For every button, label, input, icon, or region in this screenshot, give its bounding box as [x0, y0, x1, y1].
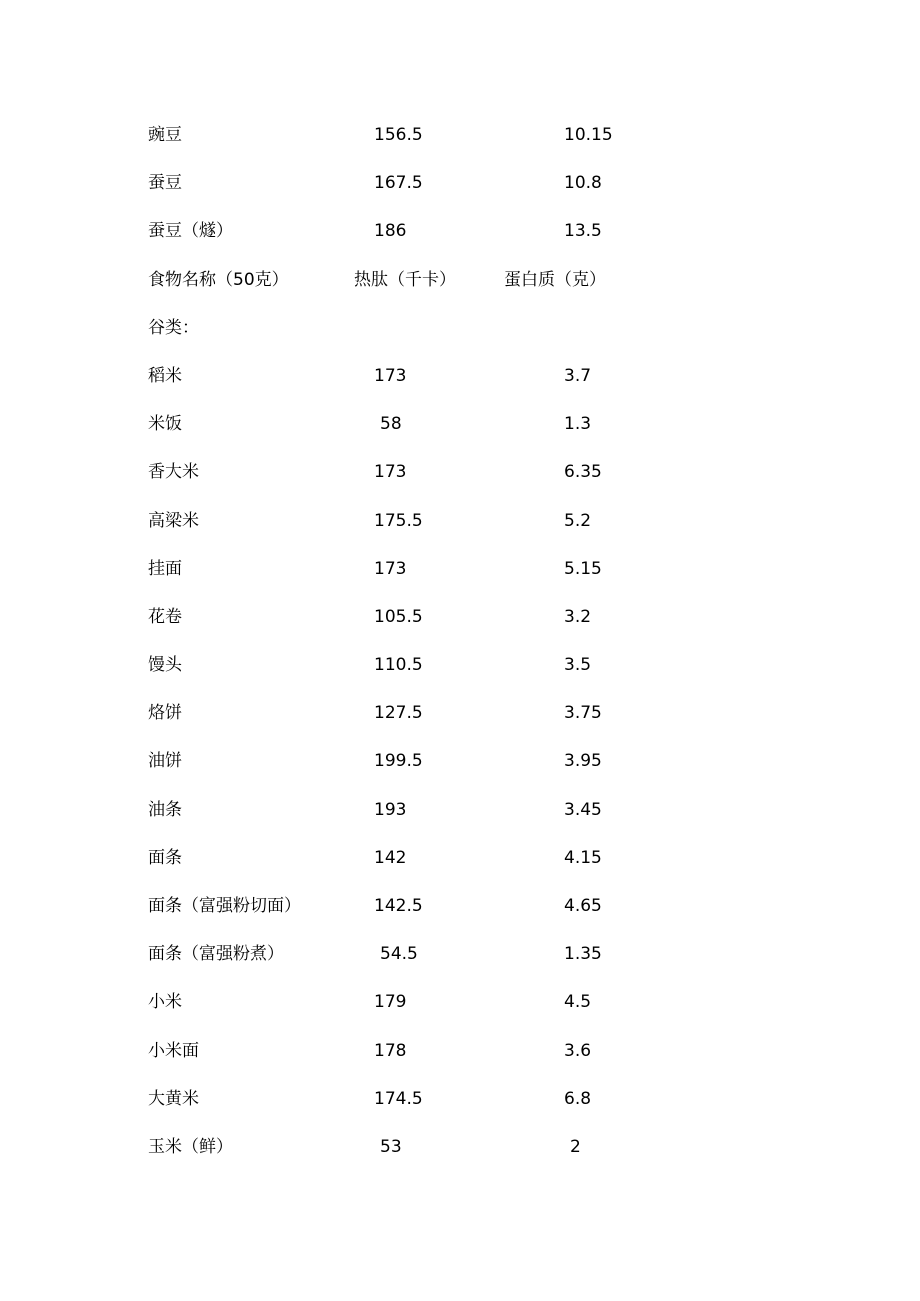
table-row	[148, 1035, 708, 1083]
calories-value: 178	[374, 1040, 407, 1061]
protein-value: 13.5	[564, 221, 602, 242]
food-name: 油饼	[148, 751, 182, 772]
food-name: 高梁米	[148, 510, 199, 531]
calories-value: 142.5	[374, 896, 423, 916]
food-name: 小米面	[148, 1040, 199, 1061]
table-row	[148, 312, 708, 360]
table-row	[148, 745, 708, 793]
food-name: 花卷	[148, 606, 182, 627]
protein-value: 5.2	[564, 510, 592, 531]
table-row	[148, 167, 708, 215]
protein-value: 1.35	[564, 944, 602, 965]
table-row	[148, 408, 708, 456]
calories-value: 105.5	[374, 606, 423, 627]
table-row	[148, 505, 708, 553]
food-name: 油条	[148, 799, 182, 820]
protein-value: 4.15	[564, 847, 602, 868]
calories-value: 110.5	[374, 655, 423, 676]
food-name: 米饭	[148, 414, 182, 435]
calories-value: 179	[374, 992, 407, 1013]
table-row	[148, 697, 708, 745]
table-row	[148, 601, 708, 649]
food-nutrition-list	[148, 119, 708, 1179]
calories-value: 173	[374, 365, 407, 386]
protein-value: 5.15	[564, 558, 602, 579]
protein-value: 3.95	[564, 751, 602, 772]
table-row	[148, 938, 708, 986]
header-food-name: 食物名称（50克）	[148, 269, 289, 290]
food-name: 挂面	[148, 558, 182, 579]
calories-value: 58	[380, 414, 402, 435]
table-row	[148, 215, 708, 263]
calories-value: 127.5	[374, 703, 423, 724]
food-name: 谷类：	[148, 317, 199, 338]
header-calories: 热肽（千卡）	[354, 269, 456, 290]
calories-value: 175.5	[374, 510, 423, 531]
food-name: 玉米（鲜）	[148, 1136, 233, 1157]
calories-value: 186	[374, 221, 407, 242]
calories-value: 199.5	[374, 751, 423, 772]
food-name: 大黄米	[148, 1088, 199, 1109]
table-row	[148, 794, 708, 842]
protein-value: 6.35	[564, 462, 602, 483]
protein-value: 3.5	[564, 655, 592, 676]
protein-value: 1.3	[564, 414, 592, 435]
food-name: 稻米	[148, 365, 182, 386]
table-row	[148, 649, 708, 697]
table-row	[148, 986, 708, 1034]
table-row	[148, 890, 708, 938]
calories-value: 54.5	[380, 944, 418, 965]
protein-value: 10.15	[564, 125, 613, 145]
table-row	[148, 360, 708, 408]
calories-value: 53	[380, 1136, 402, 1157]
protein-value: 3.75	[564, 703, 602, 724]
table-row	[148, 842, 708, 890]
header-protein: 蛋白质（克）	[504, 269, 606, 290]
food-name: 面条	[148, 847, 182, 868]
table-row	[148, 119, 708, 167]
calories-value: 173	[374, 462, 407, 483]
food-name: 蚕豆（燧）	[148, 221, 233, 242]
calories-value: 142	[374, 847, 407, 868]
food-name: 面条（富强粉切面）	[148, 896, 301, 916]
protein-value: 3.7	[564, 365, 592, 386]
table-row	[148, 1083, 708, 1131]
food-name: 烙饼	[148, 703, 182, 724]
protein-value: 4.65	[564, 896, 602, 916]
protein-value: 3.45	[564, 799, 602, 820]
food-name: 馒头	[148, 655, 182, 676]
table-row	[148, 553, 708, 601]
food-name: 豌豆	[148, 125, 182, 145]
table-header-row	[148, 264, 708, 312]
protein-value: 6.8	[564, 1088, 592, 1109]
table-row	[148, 456, 708, 504]
protein-value: 3.2	[564, 606, 592, 627]
calories-value: 174.5	[374, 1088, 423, 1109]
protein-value: 2	[570, 1136, 581, 1157]
calories-value: 173	[374, 558, 407, 579]
protein-value: 3.6	[564, 1040, 592, 1061]
calories-value: 193	[374, 799, 407, 820]
food-name: 面条（富强粉煮）	[148, 944, 284, 965]
food-name: 蚕豆	[148, 173, 182, 194]
calories-value: 156.5	[374, 125, 423, 145]
protein-value: 10.8	[564, 173, 602, 194]
food-name: 小米	[148, 992, 182, 1013]
protein-value: 4.5	[564, 992, 592, 1013]
table-row	[148, 1131, 708, 1179]
food-name: 香大米	[148, 462, 199, 483]
calories-value: 167.5	[374, 173, 423, 194]
